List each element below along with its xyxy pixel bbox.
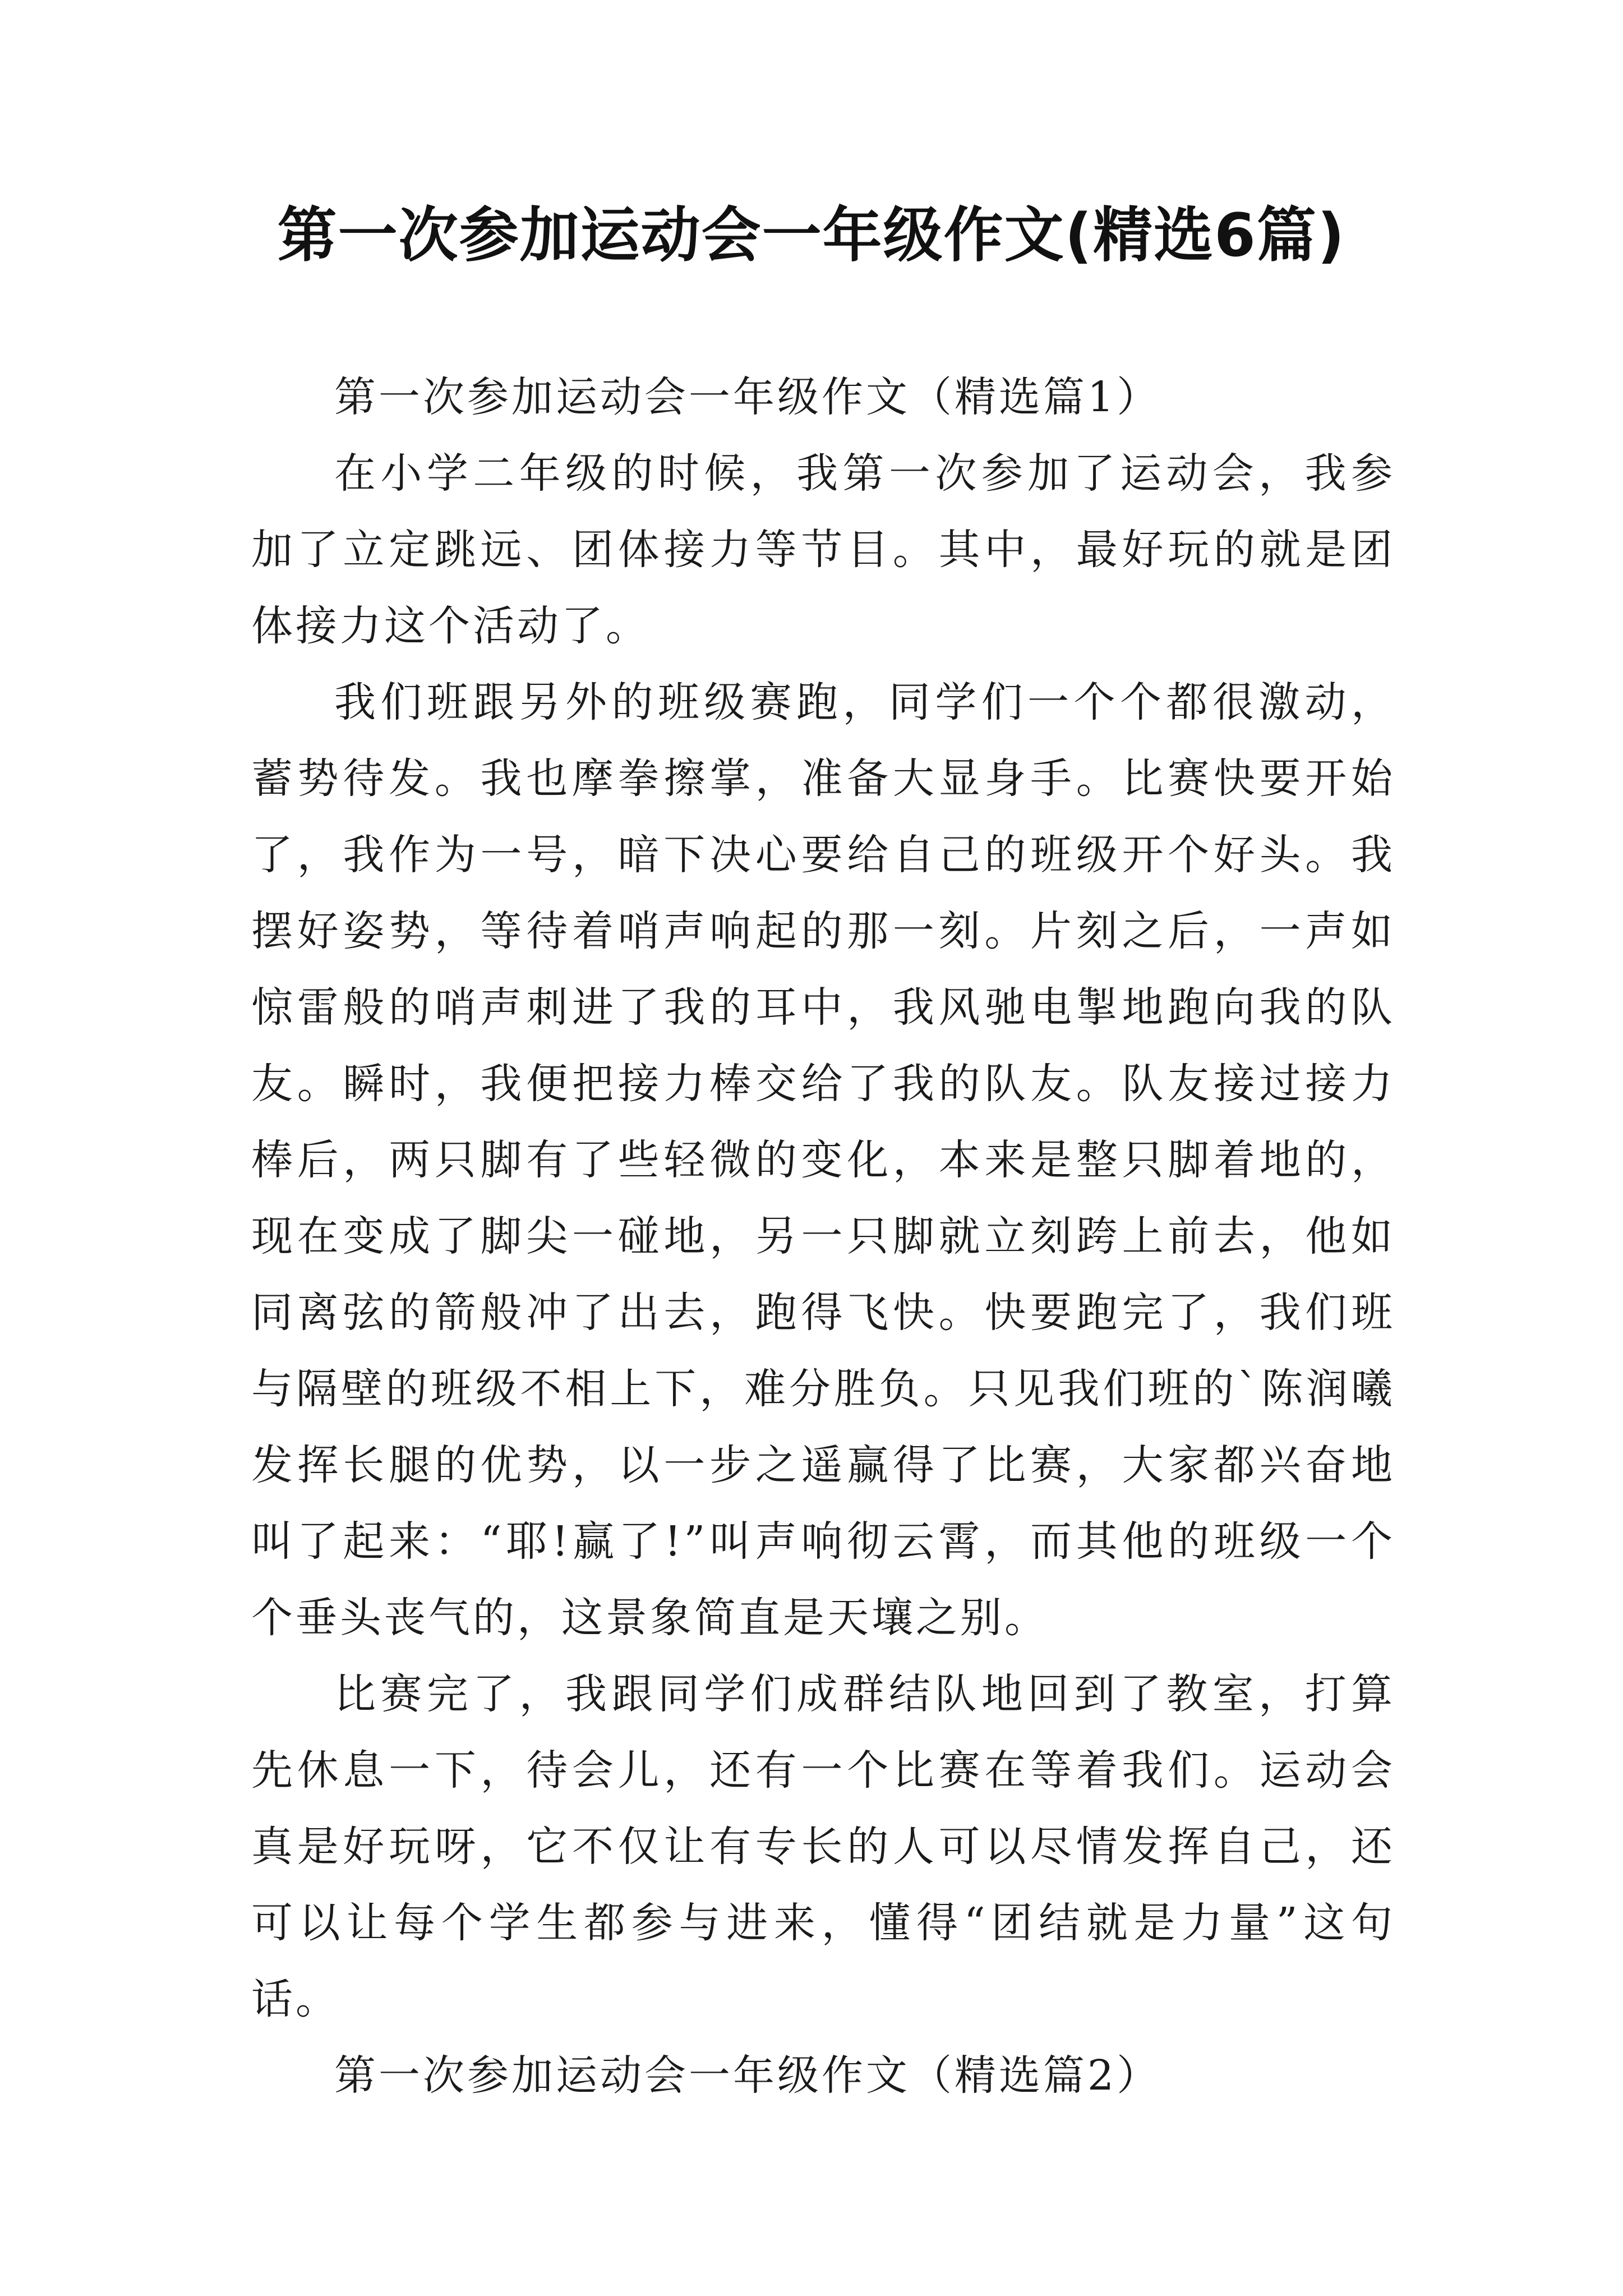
section-heading: 第一次参加运动会一年级作文（精选篇2）: [334, 2051, 1161, 2100]
paragraph: 在小学二年级的时候，我第一次参加了运动会，我参加了立定跳远、团体接力等节目。其中，最好玩的就是团体接力这个活动了。: [251, 449, 1395, 650]
document-body: [251, 359, 1395, 2114]
paragraph: 我们班跟另外的班级赛跑，同学们一个个都很激动，蓄势待发。我也摩拳擦掌，准备大显身手。比赛快要开始了，我作为一号，暗下决心要给自己的班级开个好头。我摆好姿势，等待着哨声响起的那一刻。片刻之后，一声如惊雷般的哨声刺进了我的耳中，我风驰电掣地跑向我的队友。瞬时，我便把接力棒交给了我的队友。队友接过接力棒后，两只脚有了些轻微的变化，本来是整只脚着地的，现在变成了脚尖一碰地，另一只脚就立刻跨上前去，他如同离弦的箭般冲了出去，跑得飞快。快要跑完了，我们班与隔壁的班级不相上下，难分胜负。只见我们班的`陈润曦发挥长腿的优势，以一步之遥赢得了比赛，大家都兴奋地叫了起来：“耶!赢了!”叫声响彻云霄，而其他的班级一个个垂头丧气的，这景象简直是天壤之别。: [251, 678, 1395, 1642]
paragraph: 比赛完了，我跟同学们成群结队地回到了教室，打算先休息一下，待会儿，还有一个比赛在等着我们。运动会真是好玩呀，它不仅让有专长的人可以尽情发挥自己，还可以让每个学生都参与进来，懂得“团结就是力量”这句话。: [251, 1670, 1395, 2023]
section-heading: 第一次参加运动会一年级作文（精选篇1）: [334, 373, 1161, 421]
document-title: 第一次参加运动会一年级作文(精选6篇): [277, 201, 1346, 270]
